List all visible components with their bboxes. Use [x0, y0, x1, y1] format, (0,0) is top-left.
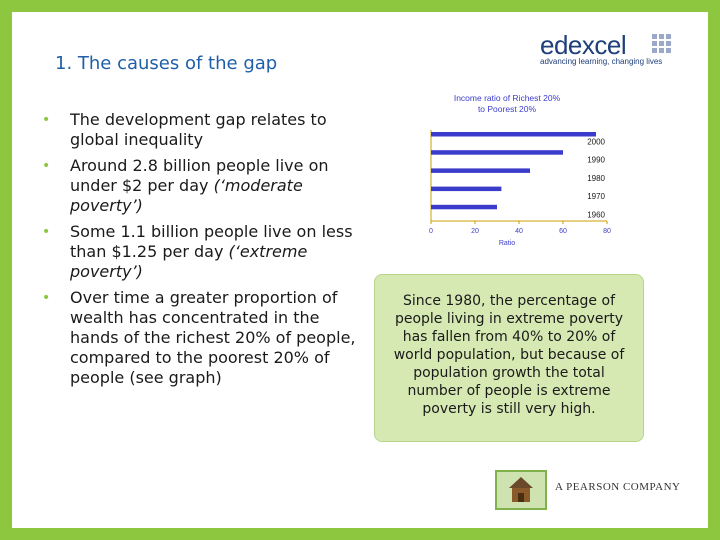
- chart-category-label: 2000: [587, 137, 605, 147]
- income-ratio-chart: [415, 90, 625, 250]
- pearson-company-label: A PEARSON COMPANY: [555, 481, 681, 493]
- home-button[interactable]: [495, 470, 547, 510]
- chart-bar: [431, 205, 497, 210]
- slide-title: 1. The causes of the gap: [55, 53, 278, 74]
- chart-x-tick-label: 0: [429, 228, 433, 235]
- bullet-item: [40, 288, 360, 388]
- chart-x-tick-label: 20: [471, 228, 479, 235]
- bullet-item: [40, 110, 360, 150]
- chart-bar: [431, 168, 530, 173]
- bullet-text: Some 1.1 billion people live on less than $1.25 per day: [70, 222, 353, 261]
- edexcel-logo: [540, 30, 675, 70]
- bullet-list: [40, 110, 360, 394]
- chart-x-axis-label: Ratio: [498, 240, 516, 247]
- chart-bar: [431, 150, 563, 155]
- chart-x-tick-label: 80: [603, 228, 611, 235]
- chart-bar: [431, 187, 501, 192]
- chart-bar: [431, 132, 596, 137]
- bullet-item: [40, 222, 360, 282]
- home-icon: [497, 472, 545, 508]
- bullet-item: [40, 156, 360, 216]
- bullet-text: The development gap relates to global inequality: [70, 110, 327, 149]
- bullet-text: Over time a greater proportion of wealth has concentrated in the hands of the richest 20% of people, compared to the poorest 20% of people (see graph): [70, 288, 356, 387]
- frame-right: [708, 0, 720, 540]
- chart-title: to Poorest 20%: [477, 104, 537, 114]
- bullet-text: Around 2.8 billion people live on under $2 per day: [70, 156, 329, 195]
- note-box: [372, 272, 646, 444]
- chart-x-tick-label: 60: [559, 228, 567, 235]
- bullet-emphasis: (‘moderate poverty’): [70, 176, 303, 215]
- frame-top: [0, 0, 720, 12]
- logo-wordmark: edexcel: [540, 30, 627, 60]
- logo-tagline: advancing learning, changing lives: [540, 57, 663, 66]
- chart-category-label: 1960: [587, 210, 605, 220]
- chart-category-label: 1970: [587, 192, 605, 202]
- note-text: Since 1980, the percentage of people living in extreme poverty has fallen from 40% to 20% of world population, but because of population growth the total number of people is extreme poverty is still very high.: [393, 293, 625, 417]
- chart-category-label: 1980: [587, 173, 605, 183]
- logo-grid-icon: [652, 34, 672, 54]
- frame-left: [0, 0, 12, 540]
- chart-x-tick-label: 40: [515, 228, 523, 235]
- chart-category-label: 1990: [587, 155, 605, 165]
- chart-svg: [415, 90, 625, 250]
- chart-title: Income ratio of Richest 20%: [453, 93, 561, 103]
- frame-bottom: [0, 528, 720, 540]
- bullet-emphasis: (‘extreme poverty’): [70, 242, 308, 281]
